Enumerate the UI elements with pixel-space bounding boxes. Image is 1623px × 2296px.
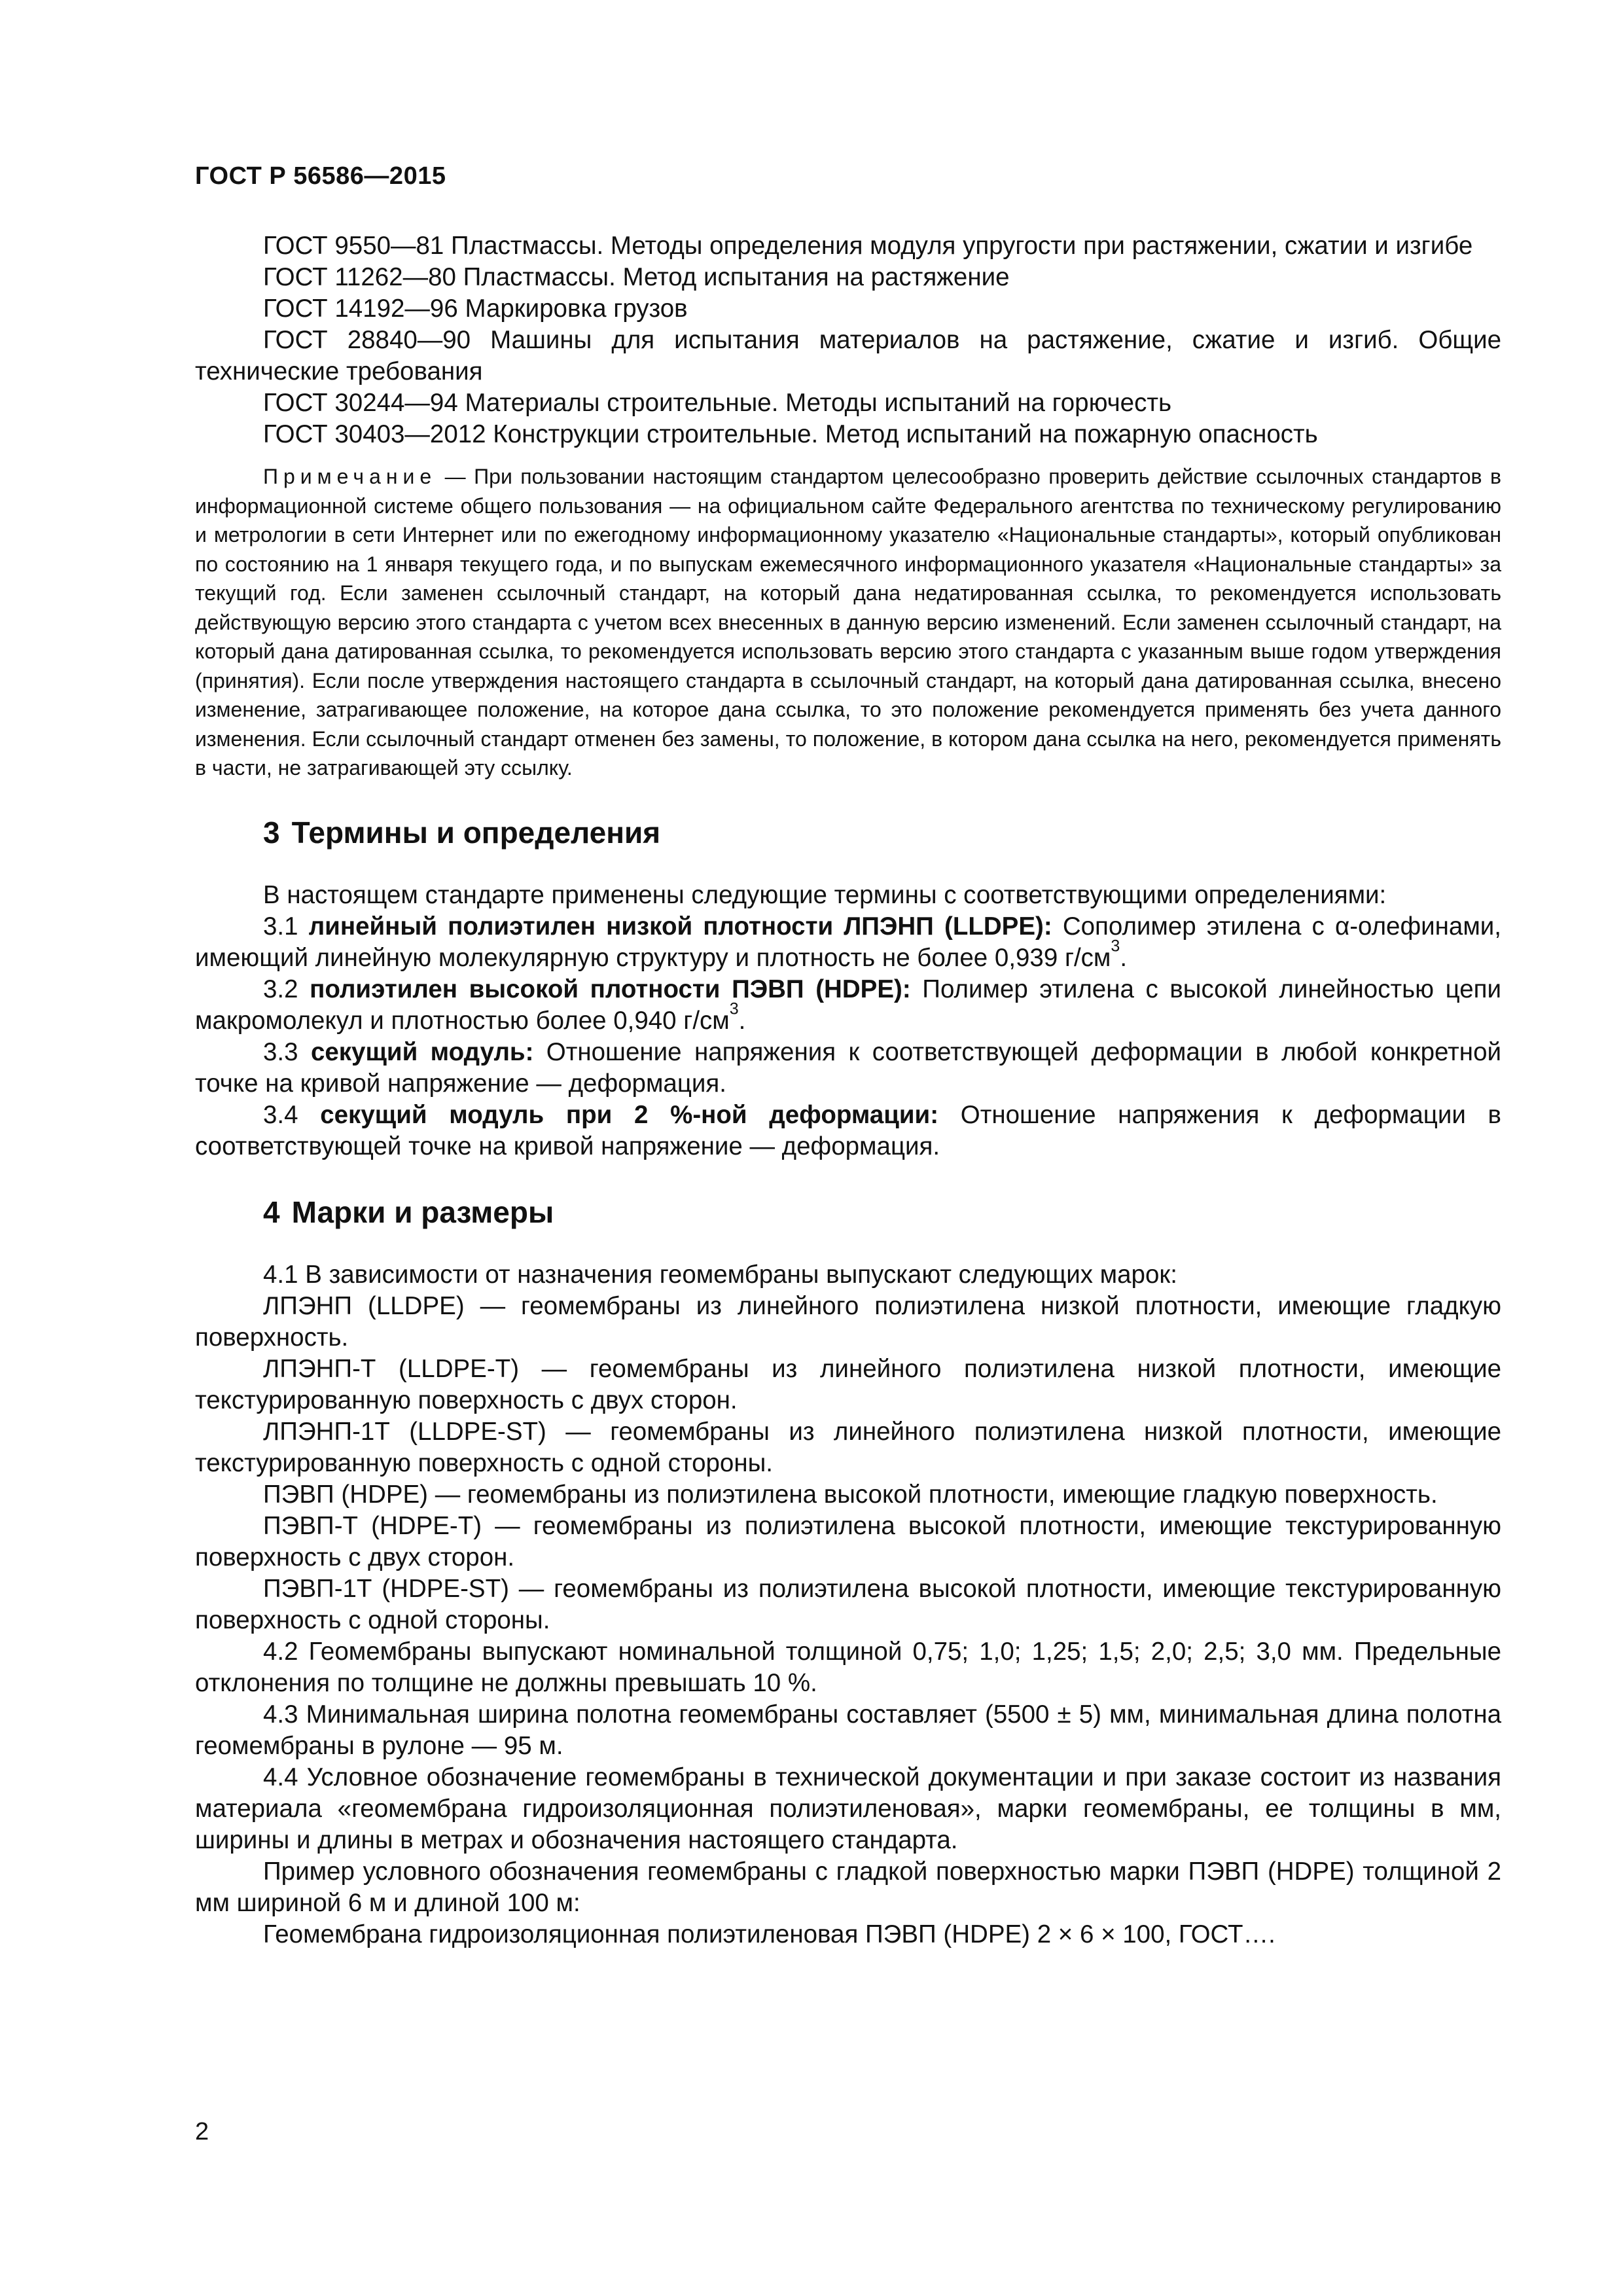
- standard-code-header: ГОСТ Р 56586—2015: [195, 162, 446, 190]
- term-definition: Сополимер этилена с α-олефинами, имеющий линейную молекулярную структуру и плотность не более 0,939 г/см: [195, 912, 1501, 972]
- section-title: Термины и определения: [291, 815, 661, 850]
- page-content: [195, 230, 1501, 1950]
- term-name: секущий модуль при 2 %-ной деформации:: [320, 1100, 939, 1129]
- body-paragraph: 4.4 Условное обозначение геомембраны в технической документации и при заказе состоит из названия материала «геомембрана гидроизоляционная полиэтиленовая», марки геомембраны, ее толщины в мм, ширины и длины в метрах и обозначения настоящего стандарта.: [195, 1763, 1501, 1854]
- body-paragraph: 4.3 Минимальная ширина полотна геомембраны составляет (5500 ± 5) мм, минимальная длина полотна геомембраны в рулоне — 95 м.: [195, 1700, 1501, 1760]
- body-paragraph: ПЭВП-1Т (HDPE-ST) — геомембраны из полиэтилена высокой плотности, имеющие текстурированную поверхность с одной стороны.: [195, 1574, 1501, 1634]
- body-paragraph: ПЭВП (HDPE) — геомембраны из полиэтилена высокой плотности, имеющие гладкую поверхность.: [263, 1480, 1438, 1509]
- term-number: 3.1: [263, 912, 298, 941]
- section-number: 4: [263, 1194, 280, 1229]
- body-paragraph: ЛПЭНП-1Т (LLDPE-ST) — геомембраны из линейного полиэтилена низкой плотности, имеющие текстурированную поверхность с одной стороны.: [195, 1417, 1501, 1477]
- reference-item: ГОСТ 14192—96 Маркировка грузов: [263, 295, 688, 323]
- normative-references-list: [195, 230, 1501, 450]
- body-paragraph: ЛПЭНП (LLDPE) — геомембраны из линейного полиэтилена низкой плотности, имеющие гладкую поверхность.: [195, 1291, 1501, 1352]
- term-entry: [195, 911, 1501, 974]
- body-paragraph: Пример условного обозначения геомембраны с гладкой поверхностью марки ПЭВП (HDPE) толщиной 2 мм шириной 6 м и длиной 100 м:: [195, 1857, 1501, 1917]
- section-3-heading: [195, 813, 1501, 852]
- note-block: [195, 462, 1501, 783]
- term-entry: [195, 1100, 1501, 1162]
- term-number: 3.2: [263, 975, 298, 1003]
- body-paragraph: ЛПЭНП-Т (LLDPE-T) — геомембраны из линейного полиэтилена низкой плотности, имеющие текстурированную поверхность с двух сторон.: [195, 1354, 1501, 1414]
- term-entry: [195, 1037, 1501, 1100]
- note-paragraph: [195, 462, 1501, 783]
- reference-item: ГОСТ 30403—2012 Конструкции строительные. Метод испытаний на пожарную опасность: [263, 420, 1318, 448]
- section-4-heading: [195, 1193, 1501, 1232]
- body-paragraph: Геомембрана гидроизоляционная полиэтиленовая ПЭВП (HDPE) 2 × 6 × 100, ГОСТ….: [263, 1920, 1275, 1948]
- term-number: 3.3: [263, 1037, 298, 1066]
- section-3-body: [195, 880, 1501, 1162]
- page-number: 2: [195, 2118, 209, 2145]
- reference-item: ГОСТ 28840—90 Машины для испытания материалов на растяжение, сжатие и изгиб. Общие технические требования: [195, 326, 1501, 386]
- reference-item: ГОСТ 11262—80 Пластмассы. Метод испытания на растяжение: [263, 263, 1010, 291]
- term-definition: Полимер этилена с высокой линейностью цепи макромолекул и плотностью более 0,940 г/см: [195, 975, 1502, 1035]
- term-tail: .: [738, 1006, 746, 1035]
- body-paragraph: 4.2 Геомембраны выпускают номинальной толщиной 0,75; 1,0; 1,25; 1,5; 2,0; 2,5; 3,0 мм. Предельные отклонения по толщине не должны превышать 10 %.: [195, 1637, 1501, 1697]
- term-name: полиэтилен высокой плотности ПЭВП (HDPE):: [310, 975, 911, 1003]
- reference-item: ГОСТ 30244—94 Материалы строительные. Методы испытаний на горючесть: [263, 389, 1172, 417]
- superscript: 3: [729, 999, 739, 1018]
- superscript: 3: [1111, 936, 1120, 955]
- term-name: секущий модуль:: [310, 1037, 534, 1066]
- note-label: Примечание: [263, 465, 437, 488]
- section-title: Марки и размеры: [291, 1194, 554, 1229]
- term-number: 3.4: [263, 1100, 298, 1129]
- section-number: 3: [263, 815, 280, 850]
- term-tail: .: [1120, 943, 1128, 972]
- term-definition: Отношение напряжения к деформации в соответствующей точке на кривой напряжение — деформация.: [195, 1100, 1502, 1160]
- body-paragraph: ПЭВП-Т (HDPE-T) — геомембраны из полиэтилена высокой плотности, имеющие текстурированную поверхность с двух сторон.: [195, 1511, 1501, 1571]
- section-3-intro: В настоящем стандарте применены следующие термины с соответствующими определениями:: [263, 880, 1387, 909]
- section-4-body: [195, 1259, 1501, 1950]
- term-name: линейный полиэтилен низкой плотности ЛПЭНП (LLDPE):: [308, 912, 1052, 941]
- note-text: — При пользовании настоящим стандартом целесообразно проверить действие ссылочных стандартов в информационной системе общего пользования — на официальном сайте Федерального агентства по техническому регулированию и метрологии в сети Интернет или по ежегодному информационному указателю «Национальные стандарты», который опубликован по состоянию на 1 января текущего года, и по выпускам ежемесячного информационного указателя «Национальные стандарты» за текущий год. Если заменен ссылочный стандарт, на который дана недатированная ссылка, то рекомендуется использовать действующую версию этого стандарта с учетом всех внесенных в данную версию изменений. Если заменен ссылочный стандарт, на который дана датированная ссылка, то рекомендуется использовать версию этого стандарта с указанным выше годом утверждения (принятия). Если после утверждения настоящего стандарта в ссылочный стандарт, на который дана датированная ссылка, внесено изменение, затрагивающее положение, на которое дана ссылка, то это положение рекомендуется применять без учета данного изменения. Если ссылочный стандарт отменен без замены, то положение, в котором дана ссылка на него, рекомендуется применять в части, не затрагивающей эту ссылку.: [195, 465, 1501, 780]
- term-entry: [195, 974, 1501, 1037]
- reference-item: ГОСТ 9550—81 Пластмассы. Методы определения модуля упругости при растяжении, сжатии и изгибе: [263, 232, 1473, 260]
- term-definition: Отношение напряжения к соответствующей деформации в любой конкретной точке на кривой напряжение — деформация.: [195, 1037, 1501, 1098]
- body-paragraph: 4.1 В зависимости от назначения геомембраны выпускают следующих марок:: [263, 1260, 1177, 1289]
